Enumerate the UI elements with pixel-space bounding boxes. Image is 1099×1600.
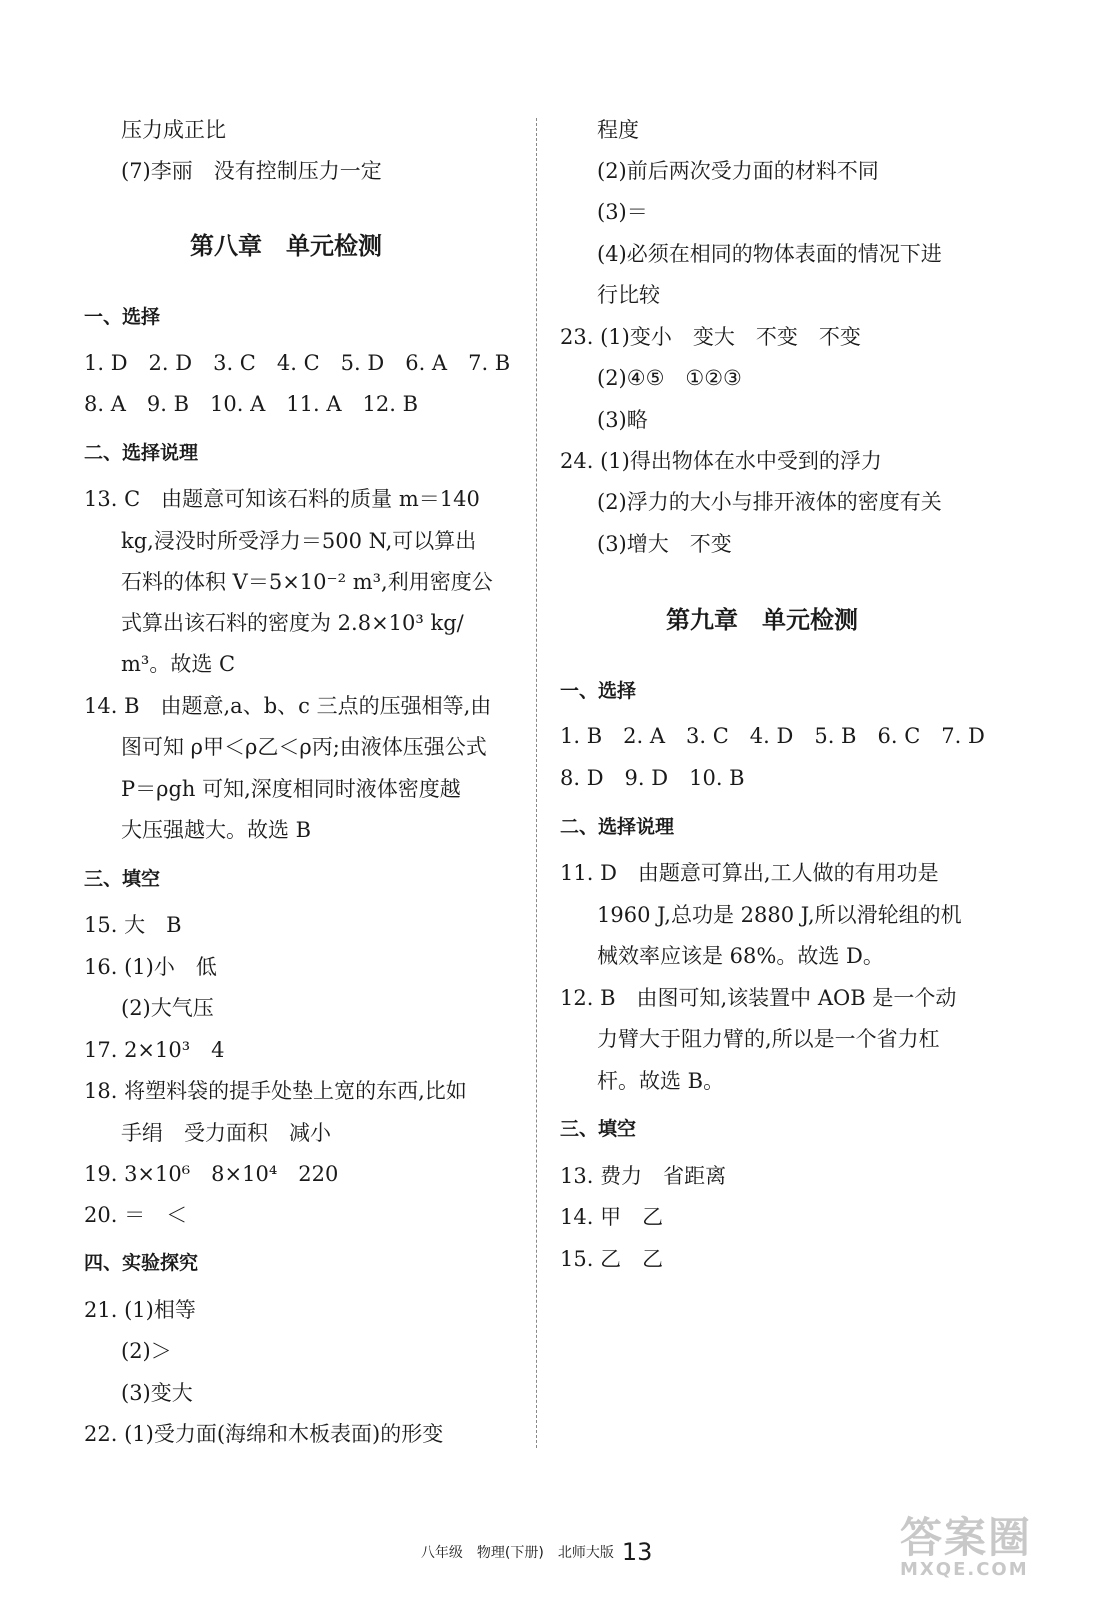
- answer-22: 22. (1)受力面(海绵和木板表面)的形变: [84, 1422, 444, 1446]
- text-line: 式算出该石料的密度为 2.8×10³ kg/: [121, 611, 464, 635]
- text-line: 1960 J,总功是 2880 J,所以滑轮组的机: [597, 903, 962, 927]
- answer-23: 23. (1)变小 变大 不变 不变: [560, 325, 861, 349]
- text-line: (2)前后两次受力面的材料不同: [597, 159, 879, 183]
- text-line: kg,浸没时所受浮力＝500 N,可以算出: [121, 529, 477, 553]
- text-line: (7)李丽 没有控制压力一定: [121, 159, 382, 183]
- answer-row: 1. D 2. D 3. C 4. C 5. D 6. A 7. B: [84, 351, 511, 375]
- text-line: (3)略: [597, 408, 648, 432]
- section-heading: 一、选择: [84, 306, 161, 328]
- text-line: 石料的体积 V＝5×10⁻² m³,利用密度公: [121, 570, 493, 594]
- watermark-url: MXQE.COM: [900, 1559, 1029, 1580]
- text-line: 大压强越大。故选 B: [121, 818, 312, 842]
- answer-19: 19. 3×10⁶ 8×10⁴ 220: [84, 1162, 339, 1186]
- text-line: 杆。故选 B。: [597, 1069, 725, 1093]
- text-line: P＝ρgh 可知,深度相同时液体密度越: [121, 777, 461, 801]
- answer-21: 21. (1)相等: [84, 1298, 196, 1322]
- section-heading: 一、选择: [560, 680, 637, 702]
- text-line: (3)变大: [121, 1381, 193, 1405]
- text-line: (3)增大 不变: [597, 532, 732, 556]
- text-line: 压力成正比: [121, 118, 226, 142]
- section-heading: 三、填空: [84, 868, 161, 890]
- answer-14: 14. 甲 乙: [560, 1205, 664, 1229]
- question-14: 14. B 由题意,a、b、c 三点的压强相等,由: [84, 694, 492, 718]
- section-heading: 四、实验探究: [84, 1252, 199, 1274]
- footer-text: 八年级 物理(下册) 北师大版: [420, 1545, 614, 1561]
- text-line: (2)④⑤ ①②③: [597, 366, 742, 390]
- text-line: (2)＞: [121, 1339, 172, 1363]
- answer-row: 8. A 9. B 10. A 11. A 12. B: [84, 392, 419, 416]
- answer-16: 16. (1)小 低: [84, 955, 217, 979]
- text-line: (3)＝: [597, 200, 648, 224]
- answer-row: 8. D 9. D 10. B: [560, 766, 745, 790]
- answer-15: 15. 乙 乙: [560, 1247, 664, 1271]
- question-11: 11. D 由题意可算出,工人做的有用功是: [560, 861, 939, 885]
- text-line: (2)大气压: [121, 996, 214, 1020]
- text-line: 手绢 受力面积 减小: [121, 1121, 331, 1145]
- column-divider: [536, 118, 537, 1448]
- text-line: 程度: [597, 118, 639, 142]
- watermark-logo: [900, 1505, 1080, 1585]
- section-heading: 二、选择说理: [84, 442, 199, 464]
- answer-24: 24. (1)得出物体在水中受到的浮力: [560, 449, 882, 473]
- question-13: 13. C 由题意可知该石料的质量 m＝140: [84, 487, 480, 511]
- answer-13: 13. 费力 省距离: [560, 1164, 727, 1188]
- text-line: 械效率应该是 68%。故选 D。: [597, 944, 884, 968]
- text-line: 行比较: [597, 283, 660, 307]
- section-heading: 二、选择说理: [560, 816, 675, 838]
- text-line: (4)必须在相同的物体表面的情况下进: [597, 242, 942, 266]
- text-line: m³。故选 C: [121, 652, 236, 676]
- text-line: 图可知 ρ甲＜ρ乙＜ρ丙;由液体压强公式: [121, 735, 487, 759]
- page-footer: [412, 1522, 652, 1566]
- text-line: (2)浮力的大小与排开液体的密度有关: [597, 490, 942, 514]
- answer-17: 17. 2×10³ 4: [84, 1038, 225, 1062]
- section-heading: 三、填空: [560, 1118, 637, 1140]
- chapter-title: 第八章 单元检测: [190, 232, 382, 260]
- answer-15: 15. 大 B: [84, 913, 182, 937]
- text-line: 力臂大于阻力臂的,所以是一个省力杠: [597, 1027, 940, 1051]
- watermark-text: 答案圈: [900, 1513, 1033, 1562]
- answer-20: 20. ＝ ＜: [84, 1203, 188, 1227]
- chapter-title: 第九章 单元检测: [666, 606, 858, 634]
- page-number: 13: [621, 1538, 653, 1566]
- answer-18: 18. 将塑料袋的提手处垫上宽的东西,比如: [84, 1079, 467, 1103]
- answer-row: 1. B 2. A 3. C 4. D 5. B 6. C 7. D: [560, 724, 985, 748]
- question-12: 12. B 由图可知,该装置中 AOB 是一个动: [560, 986, 957, 1010]
